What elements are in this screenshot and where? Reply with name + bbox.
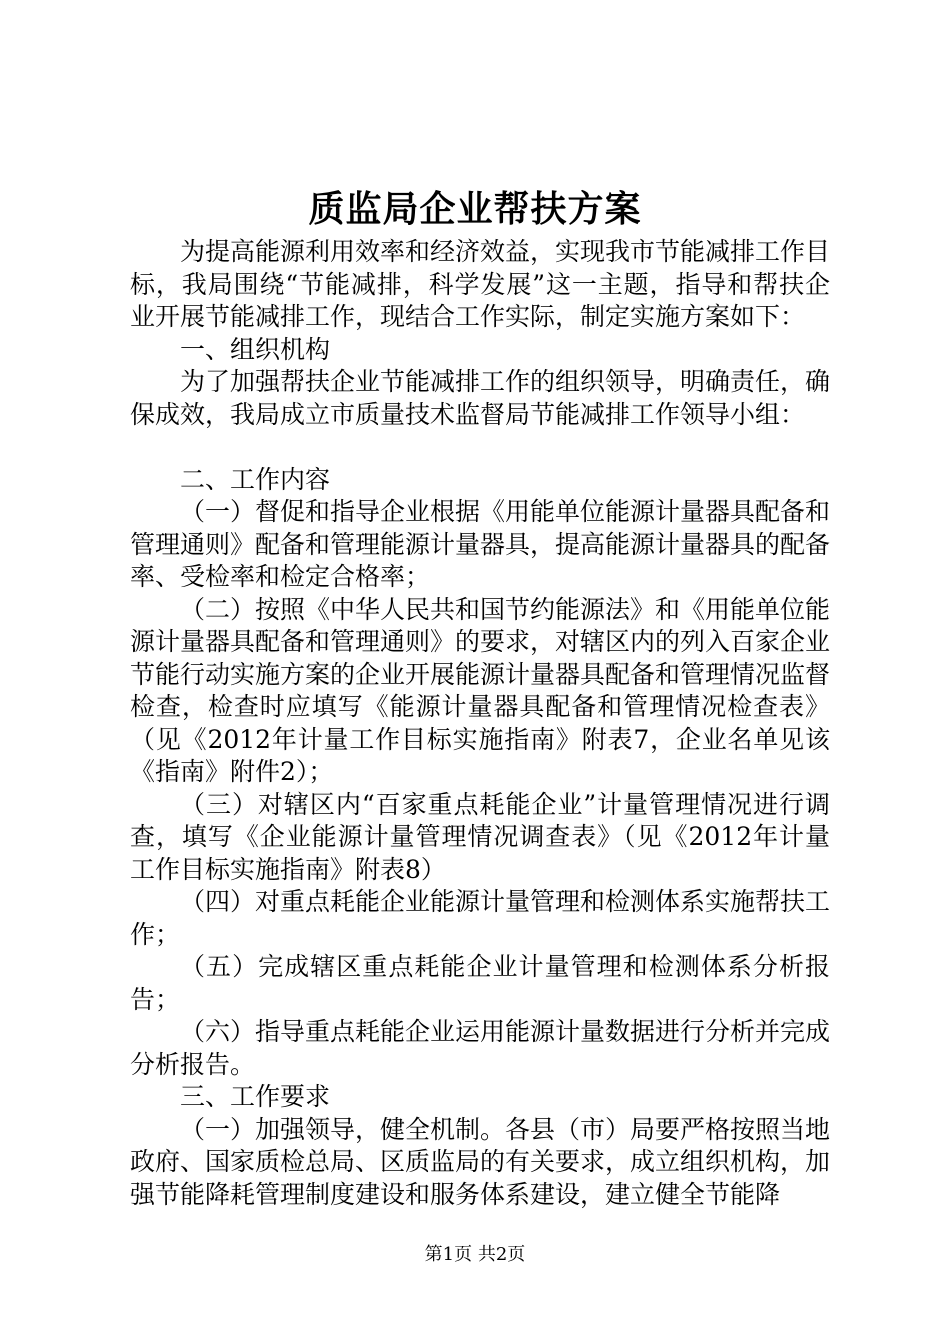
work-item-4: （四）对重点耗能企业能源计量管理和检测体系实施帮扶工作；	[130, 887, 831, 949]
work-item-3: （三）对辖区内“百家重点耗能企业”计量管理情况进行调查，填写《企业能源计量管理情况调查表》（见《2012年计量工作目标实施指南》附表8）	[130, 789, 830, 884]
intro-paragraph: 为提高能源利用效率和经济效益，实现我市节能减排工作目标，我局围绕“节能减排，科学发展”这一主题，指导和帮扶企业开展节能减排工作，现结合工作实际，制定实施方案如下：	[130, 237, 831, 331]
work-item-6: （六）指导重点耗能企业运用能源计量数据进行分析并完成分析报告。	[130, 1017, 831, 1079]
document-title: 质监局企业帮扶方案	[308, 188, 642, 230]
section-heading-work-content: 二、工作内容	[180, 464, 331, 494]
work-item-1: （一）督促和指导企业根据《用能单位能源计量器具配备和管理通则》配备和管理能源计量器具，提高能源计量器具的配备率、受检率和检定合格率；	[130, 497, 831, 591]
requirement-item-1: （一）加强领导，健全机制。各县（市）局要严格按照当地政府、国家质检总局、区质监局的有关要求，成立组织机构，加强节能降耗管理制度建设和服务体系建设，建立健全节能降	[130, 1114, 831, 1209]
section-heading-requirements: 三、工作要求	[180, 1082, 331, 1111]
page-footer: 第1页 共2页	[424, 1244, 526, 1265]
document-body	[130, 236, 830, 1211]
blank-line	[130, 431, 830, 464]
section-heading-organization: 一、组织机构	[180, 334, 331, 364]
work-item-5: （五）完成辖区重点耗能企业计量管理和检测体系分析报告；	[130, 952, 830, 1014]
organization-paragraph: 为了加强帮扶企业节能减排工作的组织领导，明确责任，确保成效，我局成立市质量技术监督局节能减排工作领导小组：	[130, 367, 831, 429]
work-item-2: （二）按照《中华人民共和国节约能源法》和《用能单位能源计量器具配备和管理通则》的要求，对辖区内的列入百家企业节能行动实施方案的企业开展能源计量器具配备和管理情况监督检查，检查时应填写《能源计量器具配备和管理情况检查表》（见《2012年计量工作目标实施指南》附表7，企业名单见该《指南》附件2）；	[130, 594, 831, 786]
